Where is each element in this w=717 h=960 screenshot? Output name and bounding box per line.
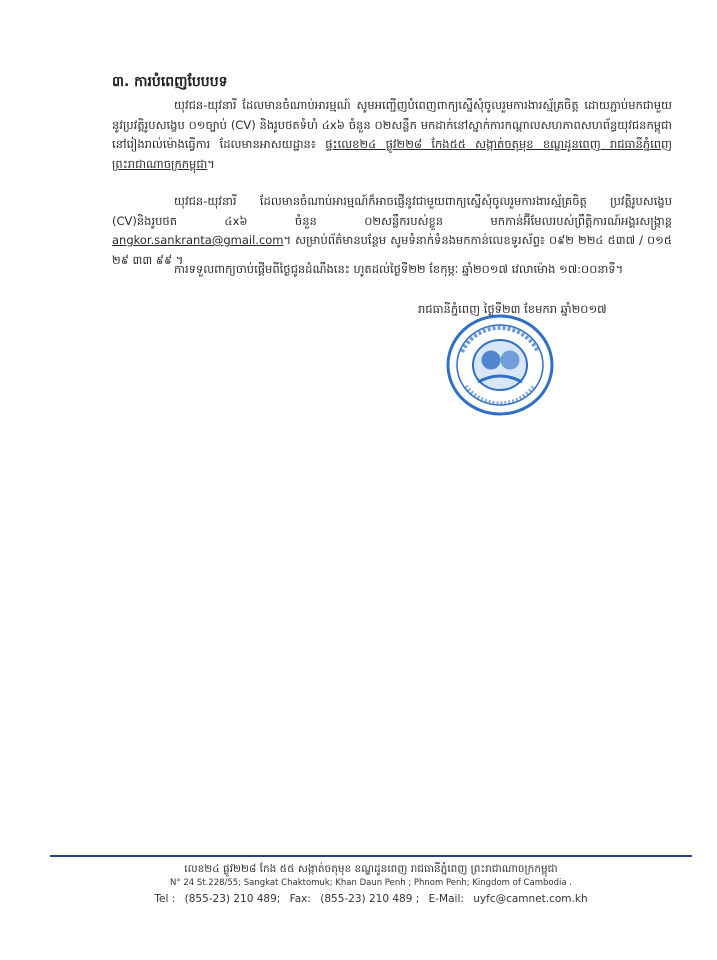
footer-contact-line xyxy=(50,890,692,908)
footer-divider xyxy=(50,855,692,857)
tel-value: (855-23) 210 489; xyxy=(184,893,281,905)
paragraph-1-text: យុវជន-យុវនារី ដែលមានចំណាប់អារម្មណ៍ សូមអញ្ជើញបំពេញពាក្យស្នើសុំចូលរួមការងារស្ម័គ្រចិត្ត ដោយភ្ជាប់មកជាមួយនូវប្រវត្តិរូបសង្ខេប ០១ច្បាប់ (CV) និងរូបថតទំហំ ៤x៦ ចំនួន ០២សន្លឹក មកដាក់នៅស្នាក់ការកណ្ដាលសហភាពសហព័ន្ធយុវជនកម្ពុជា នៅរៀងរាល់ម៉ោងធ្វើការ ដែលមានអាសយដ្ឋាន៖ xyxy=(112,98,672,151)
fax-value: (855-23) 210 489 ; xyxy=(320,893,420,905)
email-label: E-Mail: xyxy=(428,893,464,905)
seal-graphic xyxy=(448,316,552,414)
section-heading: ៣. ការបំពេញបែបបទ xyxy=(112,74,228,90)
paragraph-deadline xyxy=(112,260,672,280)
footer-email-link[interactable]: uyfc@camnet.com.kh xyxy=(473,893,588,905)
paragraph-3-text: ការទទួលពាក្យចាប់ផ្ដើមពីថ្ងៃជូនដំណឹងនេះ ហូតដល់ថ្ងៃទី២២ ខែកុម្ភៈ ឆ្នាំ២០១៧ វេលាម៉ោង ១៧:០០នាទី។ xyxy=(174,262,624,276)
email-link[interactable]: angkor.sankranta@gmail.com xyxy=(112,233,284,247)
paragraph-application-instructions xyxy=(112,96,672,174)
organization-seal-stamp xyxy=(444,312,556,418)
paragraph-1-end: ។ xyxy=(207,156,215,171)
footer-address-khmer: លេខ២៤ ផ្លូវ២២៨ កែង ៥៥ សង្កាត់ចតុមុខ ខណ្ឌដូនពេញ រាជធានីភ្នំពេញ ព្រះរាជាណាចក្រកម្ពុជា xyxy=(184,863,558,875)
paragraph-email-submission xyxy=(112,192,672,270)
paragraph-2-end: ។ សម្រាប់ព័ត៌មានបន្ថែម សូមទំនាក់ទំនងមកកាន់លេខទូរស័ព្ទ៖ ០៩២ ២២៤ ៥៣៧ / ០១៥ ២៩ ៣៣ ៩៩ ។ xyxy=(112,233,672,267)
office-address: ផ្ទះលេខ២៤ ផ្លូវ២២៨ កែង៥៥ សង្កាត់ចតុមុខ ខណ្ឌដូនពេញ រាជធានីភ្នំពេញ ព្រះរាជាណាចក្រកម្ពុជា xyxy=(112,137,672,171)
signature-date-line: រាជធានីភ្នំពេញ ថ្ងៃទី២៣ ខែមករា ឆ្នាំ២០១៧ xyxy=(418,302,607,316)
letterhead-footer xyxy=(50,862,692,908)
footer-address-english: N° 24 St.228/55; Sangkat Chaktomuk; Khan Daun Penh ; Phnom Penh; Kingdom of Cambodia . xyxy=(170,878,572,888)
paragraph-2-text: យុវជន-យុវនារី ដែលមានចំណាប់អារម្មណ៍ក៏អាចផ្ញើនូវជាមួយពាក្យស្នើសុំចូលរួមការងារស្ម័គ្រចិត្ត ប្រវត្តិរូបសង្ខេប (CV)និងរូបថត ៤x៦ ចំនួន ០២សន្លឹករបស់ខ្លួន មកកាន់អ៊ីមែលរបស់ព្រឹត្តិការណ៍អង្គរសង្ក្រាន្ត xyxy=(112,194,672,228)
tel-label: Tel : xyxy=(154,893,176,905)
fax-label: Fax: xyxy=(289,893,311,905)
